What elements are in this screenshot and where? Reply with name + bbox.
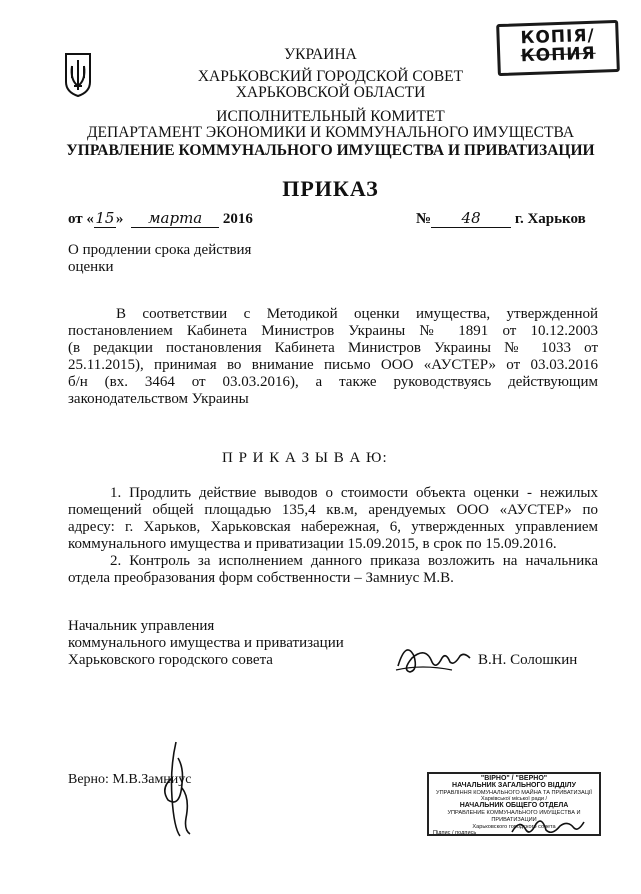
header-directorate: УПРАВЛЕНИЕ КОММУНАЛЬНОГО ИМУЩЕСТВА И ПРИВАТИЗАЦИИ	[66, 142, 595, 159]
order-word: П Р И К А З Ы В А Ю:	[222, 450, 388, 466]
number-line: № 48 г. Харьков	[416, 209, 586, 227]
handwritten-signature-icon	[150, 738, 200, 840]
verification-stamp: "ВІРНО" / "ВЕРНО" НАЧАЛЬНИК ЗАГАЛЬНОГО ВІДДІЛУ УПРАВЛІННЯ КОМУНАЛЬНОГО МАЙНА ТА ПРИВАТИЗАЦІЇ Харківської міської ради / НАЧАЛЬНИК ОБЩЕГО ОТДЕЛА УПРАВЛЕНИЕ КОММУНАЛЬНОГО ИМУЩЕСТВА И ПРИВАТИЗАЦИИ Харьковского городского совета Підпис / подпись	[427, 772, 601, 836]
copy-stamp: КОПІЯ/ КОПИЯ	[496, 20, 620, 76]
header-department: ДЕПАРТАМЕНТ ЭКОНОМИКИ И КОММУНАЛЬНОГО ИМУЩЕСТВА	[86, 124, 575, 141]
signatory-name: В.Н. Солошкин	[478, 652, 578, 668]
date-line: от «15» марта 2016	[68, 209, 253, 227]
header-country: УКРАИНА	[284, 46, 357, 63]
stamp-signature-icon	[508, 812, 588, 840]
document-title: ПРИКАЗ	[282, 176, 379, 201]
header-committee: ИСПОЛНИТЕЛЬНЫЙ КОМИТЕТ	[216, 108, 445, 125]
header-council: ХАРЬКОВСКИЙ ГОРОДСКОЙ СОВЕТ	[197, 68, 464, 85]
header-region: ХАРЬКОВСКОЙ ОБЛАСТИ	[235, 84, 426, 101]
signature-block: Начальник управления коммунального имущества и приватизации Харьковского городского совета	[68, 618, 344, 668]
order-items: 1. Продлить действие выводов о стоимости объекта оценки - нежилых помещений общей площадью 135,4 кв.м, арендуемых ООО «АУСТЕР» по адресу: г. Харьков, Харьковская набережная, 6, утвержденных управлением коммунального имущества и приватизации 15.09.2015, в срок по 15.09.2016. 2. Контроль за исполнением данного приказа возложить на начальника отдела преобразования форм собственности – Замниус М.В.	[68, 485, 598, 586]
subject: О продлении срока действия оценки	[68, 242, 252, 275]
handwritten-signature-icon	[392, 636, 476, 678]
verified-line: Верно: М.В.Замниус	[68, 772, 192, 787]
preamble: В соответствии с Методикой оценки имущества, утвержденной постановлением Кабинета Министров Украины № 1891 от 10.12.2003 (в редакции постановления Кабинета Министров Украины № 1033 от 25.11.2015), принимая во внимание письмо ООО «АУСТЕР» от 03.03.2016 б/н (вх. 3464 от 03.03.2016), а также руководствуясь действующим законодательством Украины	[68, 306, 598, 407]
